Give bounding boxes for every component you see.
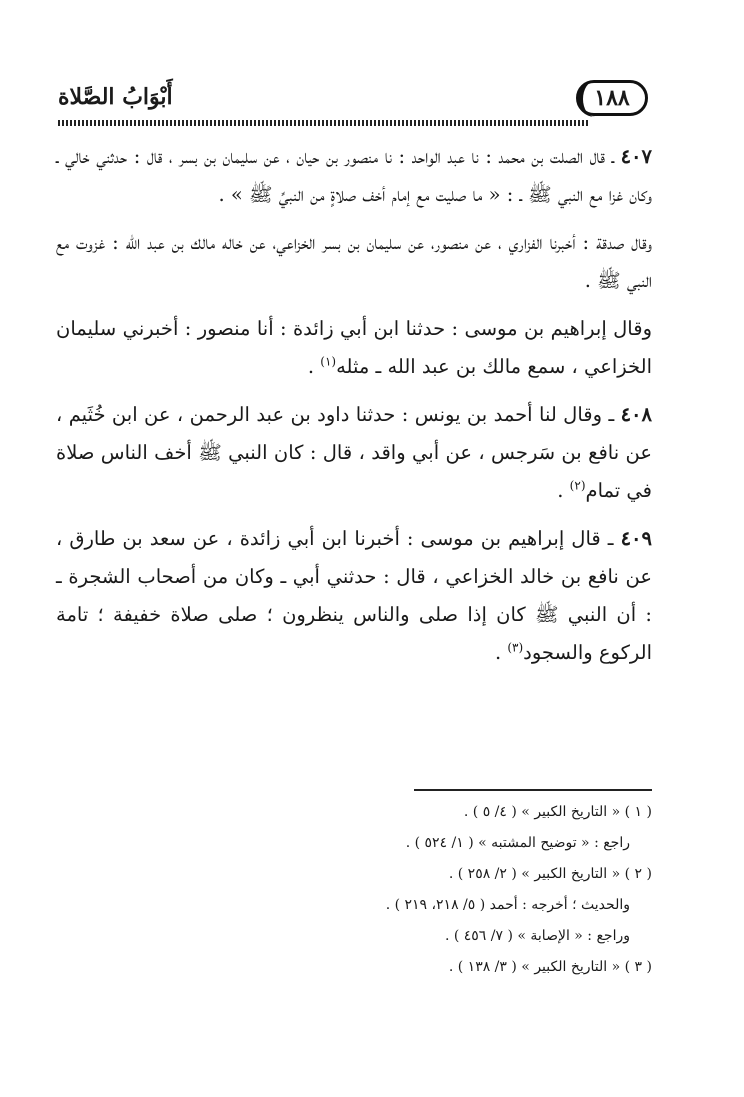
footnote-line: ( ١ ) « التاريخ الكبير » ( ٤/ ٥ ) .: [463, 804, 652, 820]
paragraph-tail: .: [307, 355, 321, 378]
main-text: [56, 138, 652, 682]
footnote-ref: (٣): [507, 640, 524, 655]
footnote-line: راجع : « توضيح المشتبه » ( ١/ ٥٢٤ ) .: [405, 835, 630, 851]
paragraph-text: وقال إبراهيم بن موسى : حدثنا ابن أبي زائدة : أنا منصور : أخبرني سليمان الخزاعي ، سمع مالك بن عبد الله ـ مثله: [56, 317, 652, 378]
paragraph-tail: .: [494, 641, 508, 664]
paragraph-text: وقال صدقة : أخبرنا الفزاري ، عن منصور، عن سليمان بن بسر الخزاعي، عن خاله مالك بن عبد الله : غزوت مع النبي ﷺ .: [56, 231, 652, 292]
header-divider: [58, 120, 588, 126]
footnotes: [56, 797, 652, 983]
footnote-line: والحديث ؛ أخرجه : أحمد ( ٥/ ٢١٨، ٢١٩ ) .: [385, 897, 630, 913]
footnote-divider: [414, 789, 652, 791]
paragraph-text: ـ قال إبراهيم بن موسى : أخبرنا ابن أبي زائدة ، عن سعد بن طارق ، عن نافع بن خالد الخزاعي ، قال : حدثني أبي ـ وكان من أصحاب الشجرة ـ : أن النبي ﷺ كان إذا صلى والناس ينظرون ؛ صلى صلاة خفيفة ؛ تامة الركوع والسجود: [56, 527, 652, 664]
paragraph-407-b: [56, 224, 652, 300]
paragraph-408: [56, 396, 652, 510]
paragraph-409: [56, 520, 652, 672]
footnote-ref: (١): [320, 354, 337, 369]
hadith-number: ٤٠٨: [620, 403, 652, 426]
paragraph-text: ـ قال الصلت بن محمد : نا عبد الواحد : نا منصور بن حيان ، عن سليمان بن بسر ، قال : حدثني خالي ـ وكان غزا مع النبي ﷺ ـ : « ما صليت مع إمام أخف صلاةٍ من النبيِّ ﷺ » .: [56, 145, 652, 206]
page-number-badge: ١٨٨: [576, 80, 648, 116]
hadith-number: ٤٠٩: [620, 527, 652, 550]
footnote-line: وراجع : « الإصابة » ( ٧/ ٤٥٦ ) .: [444, 928, 630, 944]
footnote-line: ( ٣ ) « التاريخ الكبير » ( ٣/ ١٣٨ ) .: [448, 959, 652, 975]
paragraph-407-c: [56, 310, 652, 386]
hadith-number: ٤٠٧: [620, 145, 652, 168]
paragraph-tail: .: [557, 479, 570, 502]
page-header: [58, 80, 648, 122]
paragraph-text: ـ وقال لنا أحمد بن يونس : حدثنا داود بن عبد الرحمن ، عن ابن خُثَيم ، عن نافع بن سَرجس ، عن أبي واقد ، قال : كان النبي ﷺ أخف الناس صلاة في تمام: [56, 403, 652, 502]
footnote-ref: (٢): [569, 478, 586, 493]
footnote-line: ( ٢ ) « التاريخ الكبير » ( ٢/ ٢٥٨ ) .: [448, 866, 652, 882]
chapter-title: أَبْوَابُ الصَّلاة: [58, 84, 173, 110]
paragraph-407: [56, 138, 652, 214]
